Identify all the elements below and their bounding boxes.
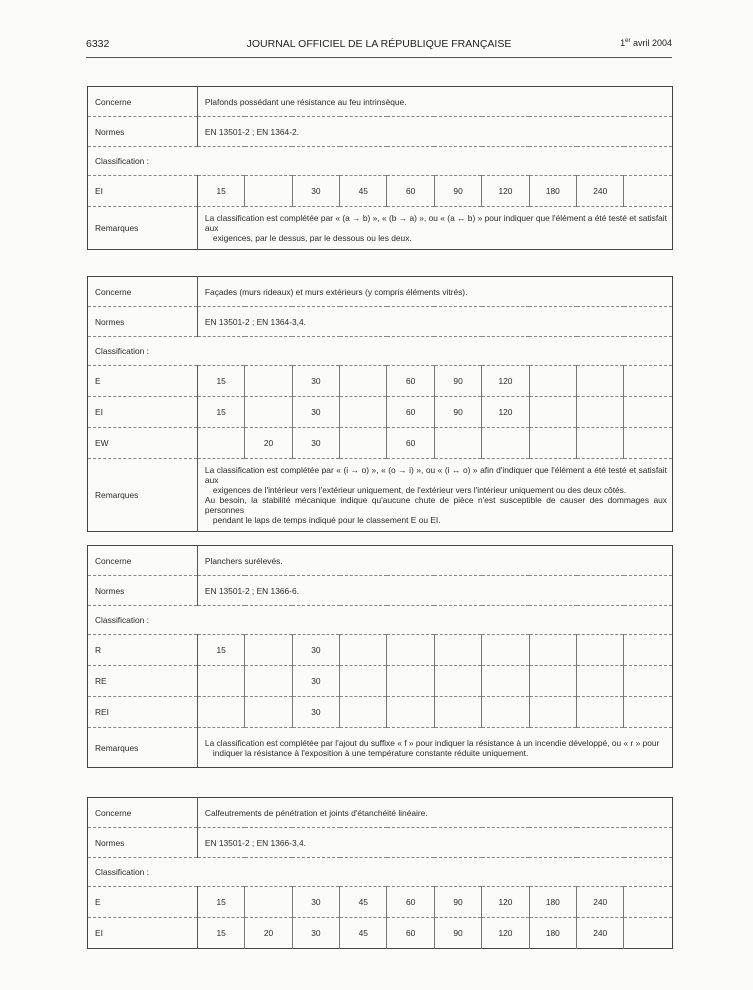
remarques-line: pendant le laps de temps indiqué pour le classement E ou EI. [212, 515, 441, 525]
class-duration-cell [482, 666, 529, 697]
class-duration-cell [387, 635, 434, 666]
remarques-row [88, 207, 673, 250]
class-row [88, 366, 673, 397]
normes-label: Normes [88, 576, 198, 606]
remarques-text [197, 459, 672, 532]
normes-row [88, 117, 673, 147]
class-duration-cell [624, 635, 673, 666]
class-duration-cell [624, 397, 673, 428]
class-duration-cell: 15 [197, 366, 244, 397]
normes-label: Normes [88, 828, 198, 858]
class-duration-cell [197, 666, 244, 697]
remarques-line: exigences, par le dessus, par le dessous ou les deux. [212, 233, 412, 243]
class-duration-cell [197, 428, 244, 459]
class-row [88, 887, 673, 918]
normes-value: EN 13501-2 ; EN 1364-2. [197, 117, 672, 147]
concerne-value: Planchers surélevés. [197, 546, 672, 576]
class-duration-cell [340, 366, 387, 397]
classification-row [88, 858, 673, 887]
class-duration-cell [624, 428, 673, 459]
normes-label: Normes [88, 117, 198, 147]
class-duration-cell: 20 [245, 918, 292, 949]
class-duration-cell: 30 [292, 697, 339, 728]
class-duration-cell: 120 [482, 366, 529, 397]
class-label: REI [88, 697, 198, 728]
concerne-value: Plafonds possédant une résistance au feu intrinsèque. [197, 87, 672, 117]
class-duration-cell [245, 176, 292, 207]
class-duration-cell: 15 [197, 918, 244, 949]
normes-value: EN 13501-2 ; EN 1366-6. [197, 576, 672, 606]
class-duration-cell: 45 [340, 887, 387, 918]
remarques-label: Remarques [88, 207, 198, 250]
class-duration-cell [245, 666, 292, 697]
class-duration-cell: 30 [292, 635, 339, 666]
class-duration-cell [245, 887, 292, 918]
class-duration-cell [340, 697, 387, 728]
class-duration-cell [387, 666, 434, 697]
class-duration-cell: 90 [434, 366, 481, 397]
class-row [88, 428, 673, 459]
class-duration-cell: 60 [387, 397, 434, 428]
class-duration-cell [577, 635, 624, 666]
remarques-line: La classification est complétée par « (i → o) », « (o → i) », ou « (i ↔ o) » afin d'indiquer que l'élément a été testé et satisfait aux [204, 465, 667, 485]
class-duration-cell: 60 [387, 918, 434, 949]
concerne-value: Façades (murs rideaux) et murs extérieurs (y compris éléments vitrés). [197, 277, 672, 307]
class-duration-cell [340, 397, 387, 428]
journal-title: JOURNAL OFFICIEL DE LA RÉPUBLIQUE FRANÇAISE [246, 38, 512, 50]
class-label: R [88, 635, 198, 666]
remarques-label: Remarques [88, 728, 198, 768]
class-duration-cell [245, 697, 292, 728]
class-duration-cell [245, 635, 292, 666]
class-duration-cell: 120 [482, 918, 529, 949]
class-duration-cell [577, 697, 624, 728]
class-duration-cell: 45 [340, 918, 387, 949]
concerne-row [88, 798, 673, 828]
classification-label: Classification : [88, 606, 673, 635]
remarques-line: indiquer la résistance à l'exposition à une température constante réduite uniquement. [212, 747, 529, 758]
classification-row [88, 147, 673, 176]
class-duration-cell [387, 697, 434, 728]
class-label: EI [88, 397, 198, 428]
class-duration-cell [529, 635, 576, 666]
class-duration-cell: 20 [245, 428, 292, 459]
classification-table [87, 86, 673, 250]
class-duration-cell [624, 176, 673, 207]
class-duration-cell [529, 666, 576, 697]
page-number: 6332 [86, 38, 110, 50]
class-duration-cell: 180 [529, 176, 576, 207]
normes-row [88, 576, 673, 606]
class-duration-cell: 90 [434, 887, 481, 918]
remarques-text [197, 728, 672, 768]
class-duration-cell: 240 [577, 887, 624, 918]
normes-row [88, 307, 673, 337]
class-duration-cell [340, 428, 387, 459]
class-duration-cell [245, 366, 292, 397]
concerne-row [88, 546, 673, 576]
concerne-label: Concerne [88, 546, 198, 576]
class-duration-cell: 30 [292, 428, 339, 459]
class-duration-cell [529, 697, 576, 728]
class-duration-cell [340, 666, 387, 697]
class-duration-cell: 30 [292, 887, 339, 918]
class-duration-cell [529, 428, 576, 459]
remarques-row [88, 459, 673, 532]
class-duration-cell [197, 697, 244, 728]
class-duration-cell: 60 [387, 366, 434, 397]
class-row [88, 918, 673, 949]
class-duration-cell: 90 [434, 397, 481, 428]
class-label: E [88, 887, 198, 918]
class-duration-cell [482, 635, 529, 666]
classification-table [87, 276, 673, 532]
concerne-row [88, 277, 673, 307]
class-duration-cell [624, 366, 673, 397]
classification-label: Classification : [88, 337, 673, 366]
class-duration-cell: 30 [292, 918, 339, 949]
remarques-line: La classification est complétée par « (a → b) », « (b → a) », ou « (a ↔ b) » pour indiquer que l'élément a été testé et satisfait aux [204, 213, 667, 233]
class-duration-cell: 30 [292, 176, 339, 207]
normes-value: EN 13501-2 ; EN 1366-3,4. [197, 828, 672, 858]
classification-row [88, 606, 673, 635]
concerne-label: Concerne [88, 277, 198, 307]
class-duration-cell: 15 [197, 887, 244, 918]
class-duration-cell [482, 428, 529, 459]
class-duration-cell: 120 [482, 397, 529, 428]
class-duration-cell: 15 [197, 397, 244, 428]
classification-label: Classification : [88, 147, 673, 176]
class-row [88, 635, 673, 666]
class-duration-cell [577, 366, 624, 397]
class-duration-cell: 90 [434, 918, 481, 949]
normes-row [88, 828, 673, 858]
class-duration-cell: 15 [197, 176, 244, 207]
class-duration-cell [434, 428, 481, 459]
class-duration-cell [245, 397, 292, 428]
class-duration-cell [482, 697, 529, 728]
class-duration-cell: 15 [197, 635, 244, 666]
class-duration-cell: 45 [340, 176, 387, 207]
class-duration-cell [577, 397, 624, 428]
concerne-value: Calfeutrements de pénétration et joints d'étanchéité linéaire. [197, 798, 672, 828]
class-duration-cell: 30 [292, 366, 339, 397]
class-row [88, 666, 673, 697]
class-duration-cell [529, 397, 576, 428]
class-duration-cell: 60 [387, 428, 434, 459]
class-duration-cell [624, 887, 673, 918]
classification-row [88, 337, 673, 366]
remarques-line: exigences de l'intérieur vers l'extérieur uniquement, de l'extérieur vers l'intérieur uniquement ou des deux côtés. [212, 485, 627, 495]
class-row [88, 697, 673, 728]
class-duration-cell [624, 666, 673, 697]
class-duration-cell: 90 [434, 176, 481, 207]
class-duration-cell [529, 366, 576, 397]
class-duration-cell: 30 [292, 397, 339, 428]
class-duration-cell [434, 666, 481, 697]
class-duration-cell [434, 697, 481, 728]
classification-label: Classification : [88, 858, 673, 887]
class-duration-cell [624, 918, 673, 949]
normes-label: Normes [88, 307, 198, 337]
class-duration-cell: 120 [482, 887, 529, 918]
class-duration-cell [624, 697, 673, 728]
header-rule [86, 57, 672, 58]
page-header [86, 38, 672, 54]
class-row [88, 176, 673, 207]
class-duration-cell: 180 [529, 918, 576, 949]
class-duration-cell: 240 [577, 918, 624, 949]
normes-value: EN 13501-2 ; EN 1364-3,4. [197, 307, 672, 337]
concerne-label: Concerne [88, 87, 198, 117]
class-duration-cell: 60 [387, 176, 434, 207]
concerne-label: Concerne [88, 798, 198, 828]
class-duration-cell [340, 635, 387, 666]
classification-table [87, 797, 673, 949]
class-duration-cell: 60 [387, 887, 434, 918]
class-label: EI [88, 918, 198, 949]
class-duration-cell [577, 666, 624, 697]
concerne-row [88, 87, 673, 117]
class-row [88, 397, 673, 428]
class-duration-cell: 120 [482, 176, 529, 207]
remarques-line: La classification est complétée par l'ajout du suffixe « f » pour indiquer la résistance à un incendie développé, ou « r » pour [204, 737, 660, 748]
class-label: RE [88, 666, 198, 697]
class-label: EW [88, 428, 198, 459]
class-duration-cell [434, 635, 481, 666]
class-duration-cell: 240 [577, 176, 624, 207]
class-duration-cell: 180 [529, 887, 576, 918]
remarques-label: Remarques [88, 459, 198, 532]
remarques-line: Au besoin, la stabilité mécanique indique qu'aucune chute de pièce n'est susceptible de causer des dommages aux personnes [204, 495, 667, 515]
class-label: E [88, 366, 198, 397]
class-duration-cell [577, 428, 624, 459]
remarques-text [197, 207, 672, 250]
classification-table [87, 545, 673, 768]
class-duration-cell: 30 [292, 666, 339, 697]
publication-date: 1er avril 2004 [620, 38, 672, 48]
class-label: EI [88, 176, 198, 207]
remarques-row [88, 728, 673, 768]
